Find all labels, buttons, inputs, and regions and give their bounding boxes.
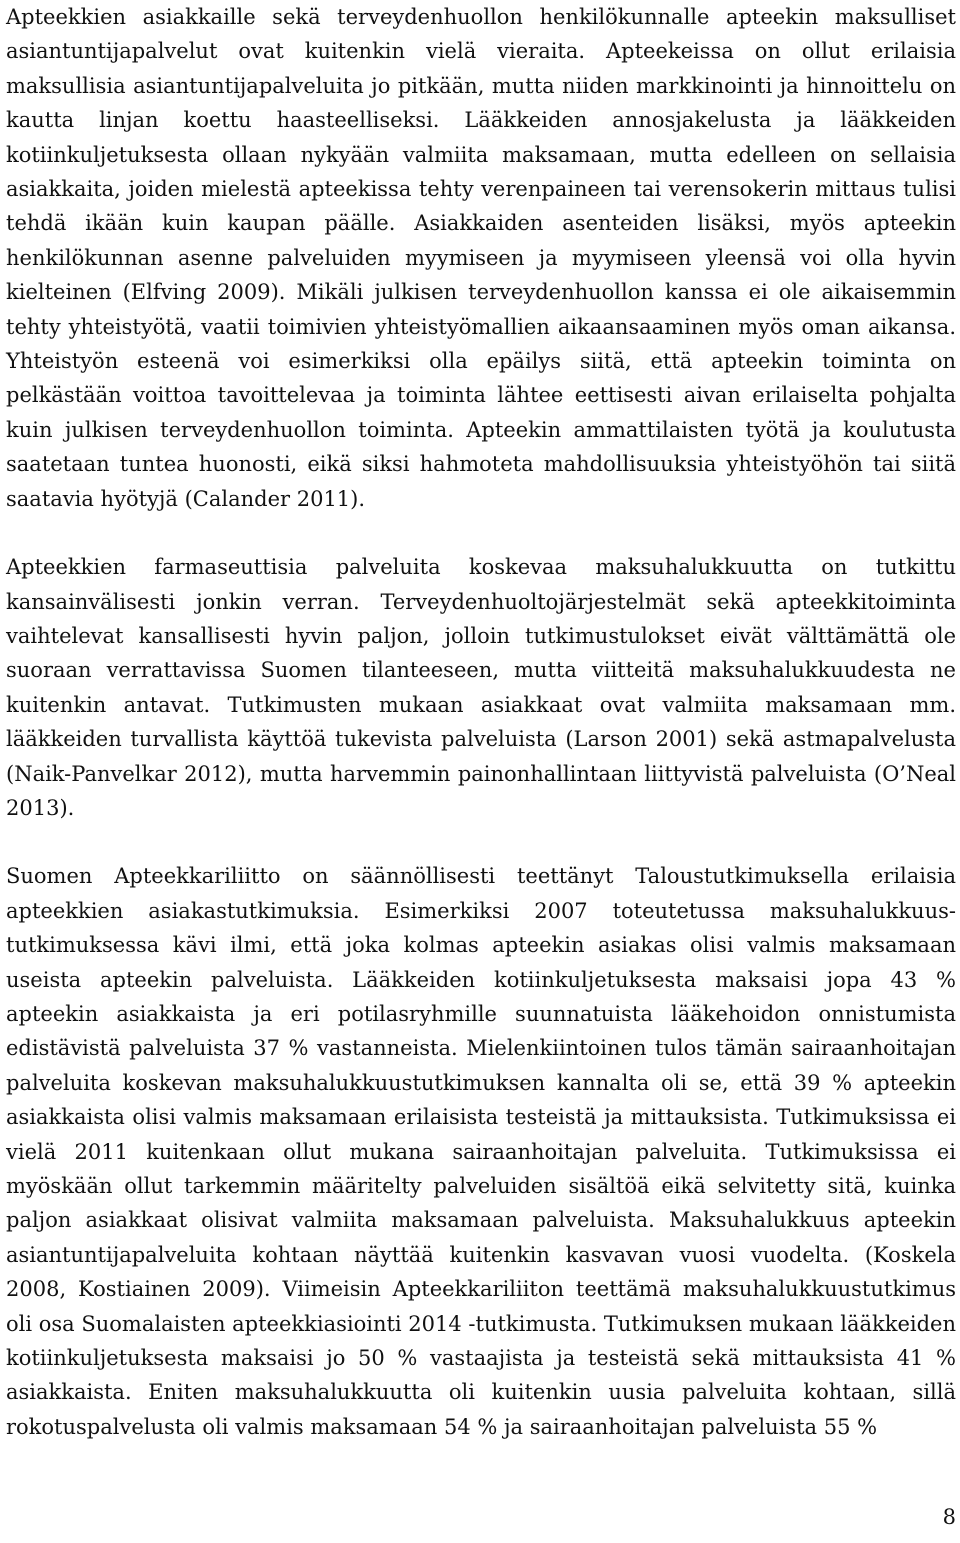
body-paragraph-2: Apteekkien farmaseuttisia palveluita koskevaa maksuhalukkuutta on tutkittu kansainvälisesti jonkin verran. Terveydenhuoltojärjestelmät sekä apteekkitoiminta vaihtelevat kansallisesti hyvin paljon, jolloin tutkimustulokset eivät välttämättä ole suoraan verrattavissa Suomen tilanteeseen, mutta viitteitä maksuhalukkuudesta ne kuitenkin antavat. Tutkimusten mukaan asiakkaat ovat valmiita maksamaan mm. lääkkeiden turvallista käyttöä tukevista palveluista (Larson 2001) sekä astmapalvelusta (Naik-Panvelkar 2012), mutta harvemmin painonhallintaan liittyvistä palveluista (O’Neal 2013).	[6, 555, 956, 820]
body-paragraph-3: Suomen Apteekkariliitto on säännöllisesti teettänyt Taloustutkimuksella erilaisia apteekkien asiakastutkimuksia. Esimerkiksi 2007 toteutetussa maksuhalukkuustutkimuksessa kävi ilmi, että joka kolmas apteekin asiakas olisi valmis maksamaan useista apteekin palveluista. Lääkkeiden kotiinkuljetuksesta maksaisi jopa 43 % apteekin asiakkaista ja eri potilasryhmille suunnatuista lääkehoidon onnistumista edistävistä palveluista 37 % vastanneista. Mielenkiintoinen tulos tämän sairaanhoitajan palveluita koskevan maksuhalukkuustutkimuksen kannalta oli se, että 39 % apteekin asiakkaista olisi valmis maksamaan erilaisista testeistä ja mittauksista. Tutkimuksissa ei vielä 2011 kuitenkaan ollut mukana sairaanhoitajan palveluita. Tutkimuksissa ei myöskään ollut tarkemmin määritelty palveluiden sisältöä eikä selvitetty sitä, kuinka paljon asiakkaat olisivat valmiita maksamaan palveluista. Maksuhalukkuus apteekin asiantuntijapalveluita kohtaan näyttää kuitenkin kasvavan vuosi vuodelta. (Koskela 2008, Kostiainen 2009). Viimeisin Apteekkariliiton teettämä maksuhalukkuustutkimus oli osa Suomalaisten apteekkiasiointi 2014 -tutkimusta. Tutkimuksen mukaan lääkkeiden kotiinkuljetuksesta maksaisi jo 50 % vastaajista ja testeistä sekä mittauksista 41 % asiakkaista. Eniten maksuhalukkuutta oli kuitenkin uusia palveluita kohtaan, sillä rokotuspalvelusta oli valmis maksamaan 54 % ja sairaanhoitajan palveluista 55 %	[6, 864, 957, 1439]
document-page	[6, 0, 956, 1444]
body-paragraph-1: Apteekkien asiakkaille sekä terveydenhuollon henkilökunnalle apteekin maksulliset asiantuntijapalvelut ovat kuitenkin vielä vieraita. Apteekeissa on ollut erilaisia maksullisia asiantuntijapalveluita jo pitkään, mutta niiden markkinointi ja hinnoittelu on kautta linjan koettu haasteelliseksi. Lääkkeiden annosjakelusta ja lääkkeiden kotiinkuljetuksesta ollaan nykyään valmiita maksamaan, mutta edelleen on sellaisia asiakkaita, joiden mielestä apteekissa tehty verenpaineen tai verensokerin mittaus tulisi tehdä ikään kuin kaupan päälle. Asiakkaiden asenteiden lisäksi, myös apteekin henkilökunnan asenne palveluiden myymiseen ja myymiseen yleensä voi olla hyvin kielteinen (Elfving 2009). Mikäli julkisen terveydenhuollon kanssa ei ole aikaisemmin tehty yhteistyötä, vaatii toimivien yhteistyömallien aikaansaaminen myös oman aikansa. Yhteistyön esteenä voi esimerkiksi olla epäilys siitä, että apteekin toiminta on pelkästään voittoa tavoittelevaa ja toiminta lähtee eettisesti aivan erilaiselta pohjalta kuin julkisen terveydenhuollon toiminta. Apteekin ammattilaisten työtä ja koulutusta saatetaan tuntea huonosti, eikä siksi hahmoteta mahdollisuuksia yhteistyöhön tai siitä saatavia hyötyjä (Calander 2011).	[6, 5, 956, 511]
page-number: 8	[942, 1505, 956, 1529]
